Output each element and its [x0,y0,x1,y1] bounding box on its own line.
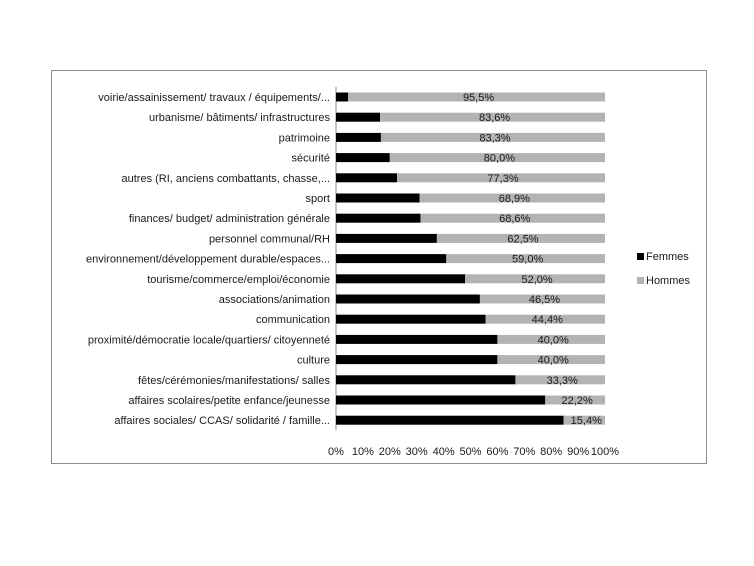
bar-femmes [336,133,381,142]
data-label: 80,0% [483,152,516,165]
bar-femmes [336,416,564,425]
bar-femmes [336,93,348,102]
legend-label: Hommes [646,275,691,287]
legend-swatch [637,253,644,260]
x-tick-label: 10% [351,446,374,458]
category-label: culture [296,354,330,367]
category-label: fêtes/cérémonies/manifestations/ salles [138,374,330,387]
category-label: finances/ budget/ administration générale [128,213,330,226]
data-label: 33,3% [546,374,578,387]
x-tick-label: 50% [459,446,482,458]
category-label: communication [256,314,330,327]
legend-swatch [637,277,644,284]
x-axis-ticks [328,446,619,458]
x-tick-label: 100% [590,446,620,458]
data-label: 83,6% [478,112,511,125]
data-label: 40,0% [537,354,569,367]
x-tick-label: 0% [328,446,344,458]
category-label: associations/animation [218,294,330,306]
data-label: 95,5% [462,92,495,104]
bar-femmes [336,254,446,263]
category-label: patrimoine [278,132,330,145]
x-tick-label: 20% [378,446,401,458]
category-label: urbanisme/ bâtiments/ infrastructures [149,112,330,125]
category-label: autres (RI, anciens combattants, chasse,... [121,172,330,185]
category-label: proximité/démocratie locale/quartiers/ citoyenneté [87,334,330,347]
bar-femmes [336,335,497,344]
category-label: voirie/assainissement/ travaux / équipements/... [98,92,330,104]
x-tick-label: 60% [486,446,509,458]
category-label: personnel communal/RH [208,233,330,246]
data-label: 59,0% [512,253,544,266]
bar-femmes [336,194,420,203]
chart-frame [51,70,707,464]
data-label: 68,9% [498,193,530,205]
data-label: 44,4% [531,314,563,327]
bar-femmes [336,355,497,364]
category-label: tourisme/commerce/emploi/économie [147,273,330,286]
category-label: sécurité [291,152,330,165]
data-label: 15,4% [570,415,602,428]
bar-femmes [336,315,486,324]
data-label: 22,2% [561,395,593,407]
category-label: affaires sociales/ CCAS/ solidarité / famille... [114,415,330,428]
category-label: sport [305,193,330,205]
x-tick-label: 40% [432,446,455,458]
category-label: environnement/développement durable/espaces... [86,253,330,266]
data-label: 40,0% [537,334,569,347]
category-label: affaires scolaires/petite enfance/jeunesse [128,395,330,407]
bar-femmes [336,214,420,223]
x-tick-label: 90% [567,446,590,458]
bars-layer [336,87,605,430]
data-label: 52,0% [521,273,553,286]
data-label: 68,6% [499,213,531,226]
data-label: 77,3% [487,172,519,185]
x-tick-label: 30% [405,446,428,458]
bar-femmes [336,153,390,162]
category-labels [86,92,330,427]
bar-femmes [336,173,397,182]
data-label: 46,5% [528,294,561,306]
bar-femmes [336,113,380,122]
legend-label: Femmes [646,251,689,263]
bar-femmes [336,274,465,283]
bar-femmes [336,295,480,304]
stacked-bar-chart [52,71,708,465]
bar-femmes [336,234,437,243]
legend [637,251,691,287]
x-tick-label: 70% [513,446,536,458]
bar-femmes [336,375,515,384]
x-tick-label: 80% [540,446,563,458]
bar-femmes [336,396,545,405]
data-label: 83,3% [479,132,511,145]
data-label: 62,5% [507,233,539,246]
